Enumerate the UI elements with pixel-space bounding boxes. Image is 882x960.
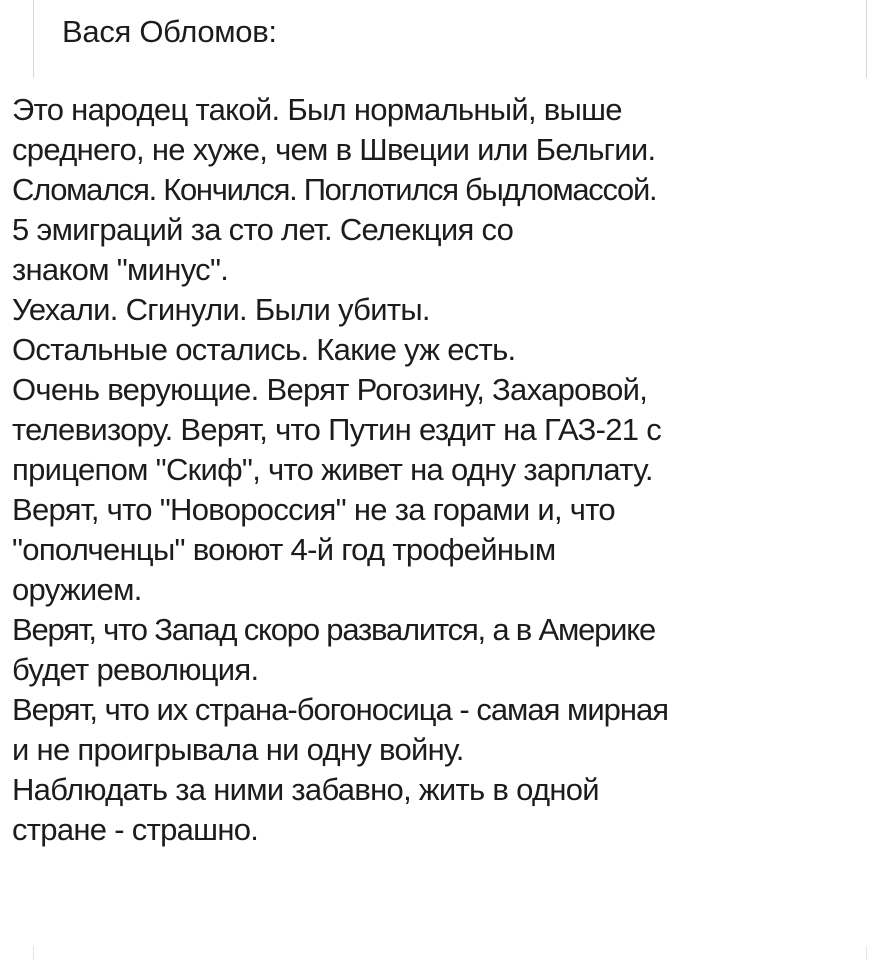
- header-divider-left: [33, 0, 34, 78]
- post-line: Это народец такой. Был нормальный, выше: [12, 92, 622, 127]
- post-line: будет революция.: [12, 652, 259, 687]
- post-line: Верят, что их страна-богоносица - самая мирная: [12, 692, 669, 727]
- post-line: Верят, что Запад скоро развалится, а в Америке: [12, 612, 656, 647]
- post-author: Вася Обломов:: [62, 14, 277, 49]
- post-text: [12, 90, 880, 850]
- post-line: знаком "минус".: [12, 252, 229, 287]
- post-line: 5 эмиграций за сто лет. Селекция со: [12, 212, 514, 247]
- post-line: прицепом "Скиф", что живет на одну зарплату.: [12, 452, 653, 487]
- post-line: и не проигрывала ни одну войну.: [12, 732, 464, 767]
- post-line: телевизору. Верят, что Путин ездит на ГАЗ-21 с: [12, 412, 662, 447]
- post-line: "ополченцы" воюют 4-й год трофейным: [12, 532, 556, 567]
- post-line: среднего, не хуже, чем в Швеции или Бельгии.: [12, 132, 656, 167]
- post-line: оружием.: [12, 572, 142, 607]
- post-line: Очень верующие. Верят Рогозину, Захаровой,: [12, 372, 648, 407]
- post-line: Наблюдать за ними забавно, жить в одной: [12, 772, 599, 807]
- footer-divider-right: [866, 946, 867, 960]
- post-line: Остальные остались. Какие уж есть.: [12, 332, 516, 367]
- post-line: Верят, что "Новороссия" не за горами и, что: [12, 492, 615, 527]
- header-divider-right: [866, 0, 867, 78]
- post-line: стране - страшно.: [12, 812, 259, 847]
- footer-divider-left: [33, 946, 34, 960]
- post-line: Сломался. Кончился. Поглотился быдломассой.: [12, 172, 657, 207]
- post-line: Уехали. Сгинули. Были убиты.: [12, 292, 430, 327]
